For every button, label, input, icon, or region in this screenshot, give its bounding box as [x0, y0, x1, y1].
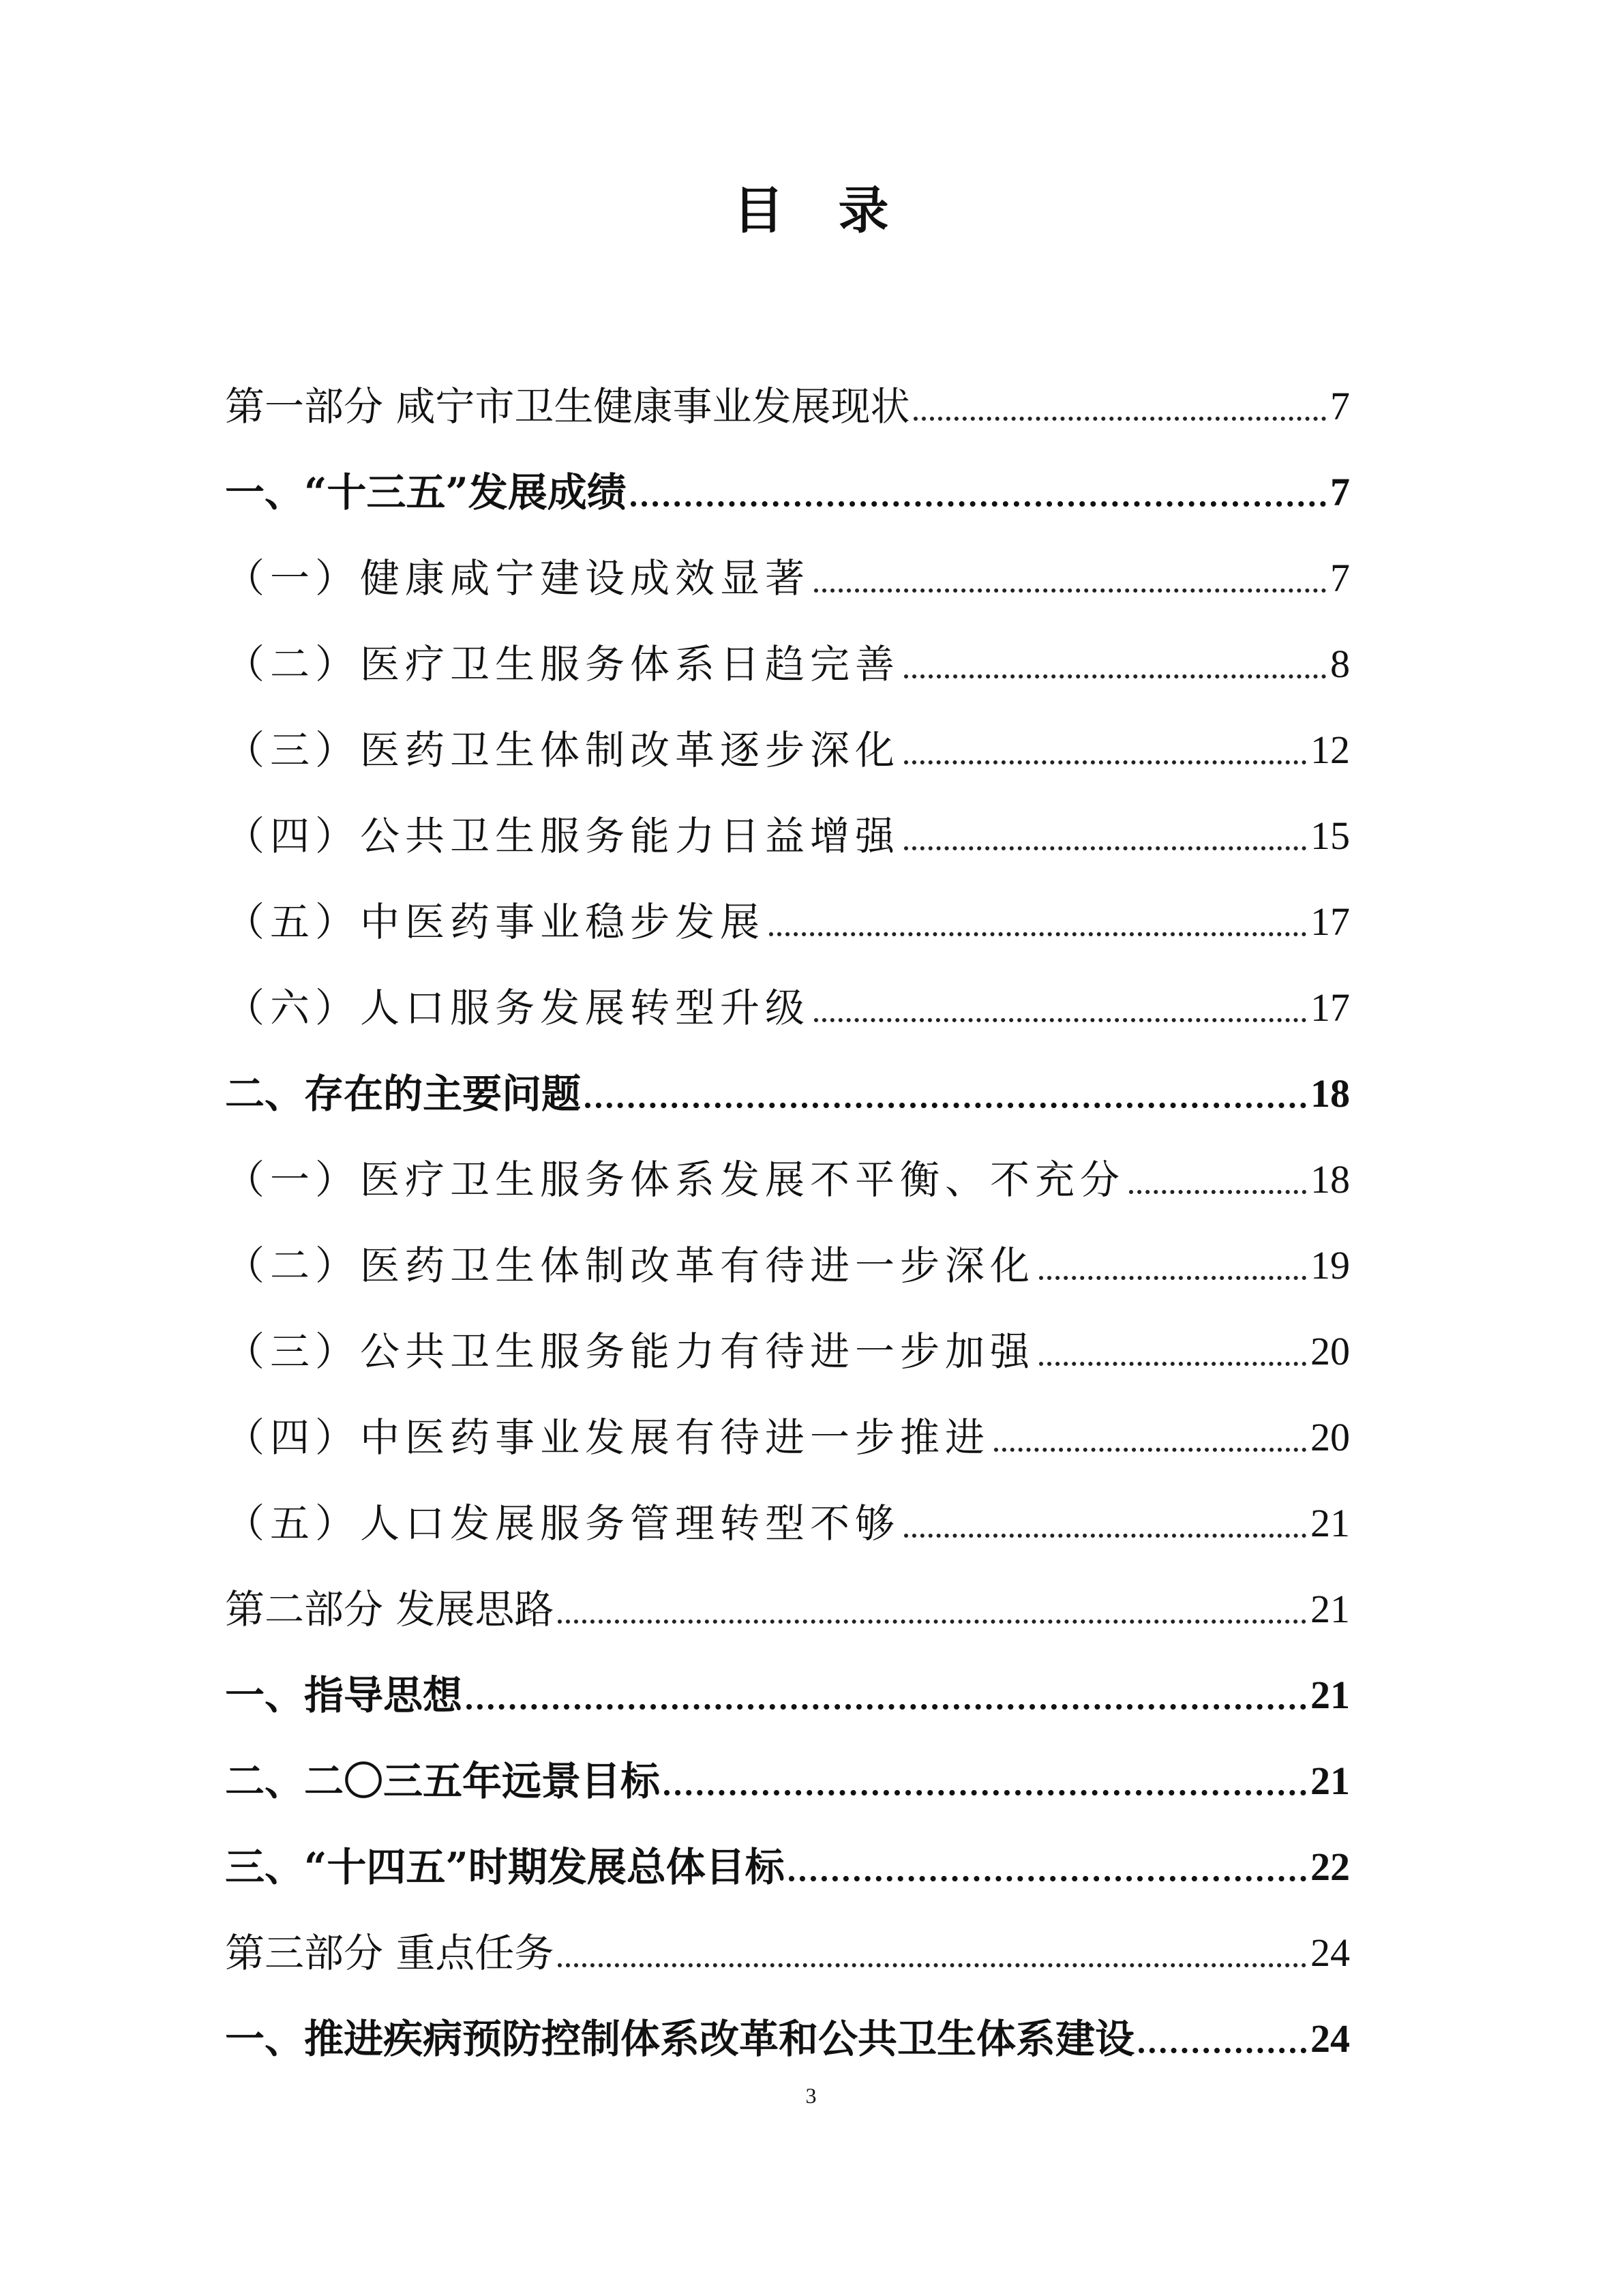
toc-entry[interactable]	[225, 1633, 1350, 1719]
toc-title	[0, 170, 1622, 243]
toc-dot-leader	[769, 932, 1306, 936]
toc-entry-page: 7	[1330, 384, 1350, 428]
toc-entry-label: （三）医药卫生体制改革逐步深化	[225, 727, 901, 773]
toc-entry[interactable]	[225, 1375, 1350, 1461]
toc-entry-label: （四）中医药事业发展有待进一步推进	[225, 1414, 991, 1461]
toc-entry[interactable]	[225, 430, 1350, 516]
toc-entry-page: 12	[1310, 728, 1350, 772]
toc-entry-label: 二、二〇三五年远景目标	[225, 1758, 661, 1804]
toc-entry[interactable]	[225, 1719, 1350, 1805]
toc-entry[interactable]	[225, 1204, 1350, 1289]
toc-entry-label: （五）人口发展服务管理转型不够	[225, 1500, 901, 1547]
toc-entry[interactable]	[225, 774, 1350, 860]
toc-dot-leader	[585, 1103, 1306, 1108]
toc-entry[interactable]	[225, 1032, 1350, 1118]
toc-dot-leader	[664, 1790, 1306, 1795]
toc-entry-label: （五）中医药事业稳步发展	[225, 899, 766, 945]
toc-dot-leader	[1039, 1362, 1306, 1366]
toc-entry-page: 19	[1310, 1243, 1350, 1287]
toc-entry-page: 21	[1310, 1587, 1350, 1631]
toc-dot-leader	[904, 674, 1326, 679]
toc-entry-page: 20	[1310, 1329, 1350, 1373]
toc-entry-page: 17	[1310, 899, 1350, 944]
toc-dot-leader	[1139, 2048, 1306, 2053]
toc-entry-label: （三）公共卫生服务能力有待进一步加强	[225, 1328, 1036, 1375]
toc-dot-leader	[558, 1620, 1306, 1624]
toc-dot-leader	[914, 417, 1326, 421]
toc-entry-page: 20	[1310, 1415, 1350, 1459]
toc-dot-leader	[904, 760, 1306, 764]
toc-entry[interactable]	[225, 1547, 1350, 1633]
toc-entry-page: 21	[1310, 1501, 1350, 1545]
toc-dot-leader	[558, 1963, 1306, 1967]
toc-entry[interactable]	[225, 1461, 1350, 1547]
toc-entry-label: （二）医疗卫生服务体系日趋完善	[225, 641, 901, 687]
toc-dot-leader	[789, 1876, 1306, 1881]
toc-entry-label: （一）医疗卫生服务体系发展不平衡、不充分	[225, 1157, 1126, 1203]
toc-title-char: 录	[838, 181, 889, 240]
toc-entry[interactable]	[225, 860, 1350, 946]
toc-dot-leader	[1129, 1190, 1306, 1194]
toc-entry-label: （一）健康咸宁建设成效显著	[225, 555, 811, 601]
toc-entry-label: 二、存在的主要问题	[225, 1071, 582, 1117]
page-number: 3	[805, 2083, 817, 2108]
toc-entry-label: 一、推进疾病预防控制体系改革和公共卫生体系建设	[225, 2016, 1135, 2062]
toc-dot-leader	[904, 1534, 1306, 1538]
toc-entry-page: 7	[1330, 556, 1350, 600]
toc-dot-leader	[814, 588, 1326, 593]
toc-entry-label: 第二部分 发展思路	[225, 1586, 554, 1632]
toc-entry[interactable]	[225, 946, 1350, 1032]
toc-entry[interactable]	[225, 516, 1350, 602]
toc-title-char: 目	[733, 181, 784, 240]
toc-entry-label: 第一部分 咸宁市卫生健康事业发展现状	[225, 383, 910, 430]
toc-entry-page: 15	[1310, 814, 1350, 858]
toc-entry-page: 17	[1310, 985, 1350, 1030]
toc-dot-leader	[994, 1448, 1306, 1452]
toc-entry[interactable]	[225, 1289, 1350, 1375]
toc-entry[interactable]	[225, 1805, 1350, 1891]
toc-entry-page: 24	[1310, 1930, 1350, 1975]
toc-entry[interactable]	[225, 1118, 1350, 1204]
toc-entry-page: 21	[1310, 1673, 1350, 1717]
toc-entry-label: 三、“十四五”时期发展总体目标	[225, 1844, 785, 1890]
toc-dot-leader	[904, 846, 1306, 850]
toc-entry[interactable]	[225, 344, 1350, 430]
toc-entry[interactable]	[225, 1891, 1350, 1977]
toc-entry[interactable]	[225, 1977, 1350, 2063]
toc-entry-label: 一、“十三五”发展成绩	[225, 469, 627, 516]
toc-entry-page: 21	[1310, 1759, 1350, 1803]
toc-dot-leader	[466, 1704, 1306, 1710]
toc-entry-page: 24	[1310, 2016, 1350, 2061]
toc-entry-page: 18	[1310, 1071, 1350, 1116]
table-of-contents	[225, 344, 1350, 2063]
toc-entry-label: （六）人口服务发展转型升级	[225, 985, 811, 1031]
toc-dot-leader	[814, 1018, 1306, 1022]
toc-entry-label: 一、指导思想	[225, 1672, 463, 1718]
toc-entry-label: （四）公共卫生服务能力日益增强	[225, 813, 901, 859]
toc-entry-label: 第三部分 重点任务	[225, 1930, 554, 1976]
toc-entry-label: （二）医药卫生体制改革有待进一步深化	[225, 1242, 1036, 1289]
toc-entry[interactable]	[225, 688, 1350, 774]
toc-entry-page: 8	[1330, 642, 1350, 686]
toc-entry-page: 7	[1330, 470, 1350, 514]
toc-entry-page: 18	[1310, 1157, 1350, 1202]
toc-entry[interactable]	[225, 602, 1350, 688]
toc-entry-page: 22	[1310, 1845, 1350, 1889]
toc-dot-leader	[631, 501, 1326, 507]
toc-dot-leader	[1039, 1276, 1306, 1280]
